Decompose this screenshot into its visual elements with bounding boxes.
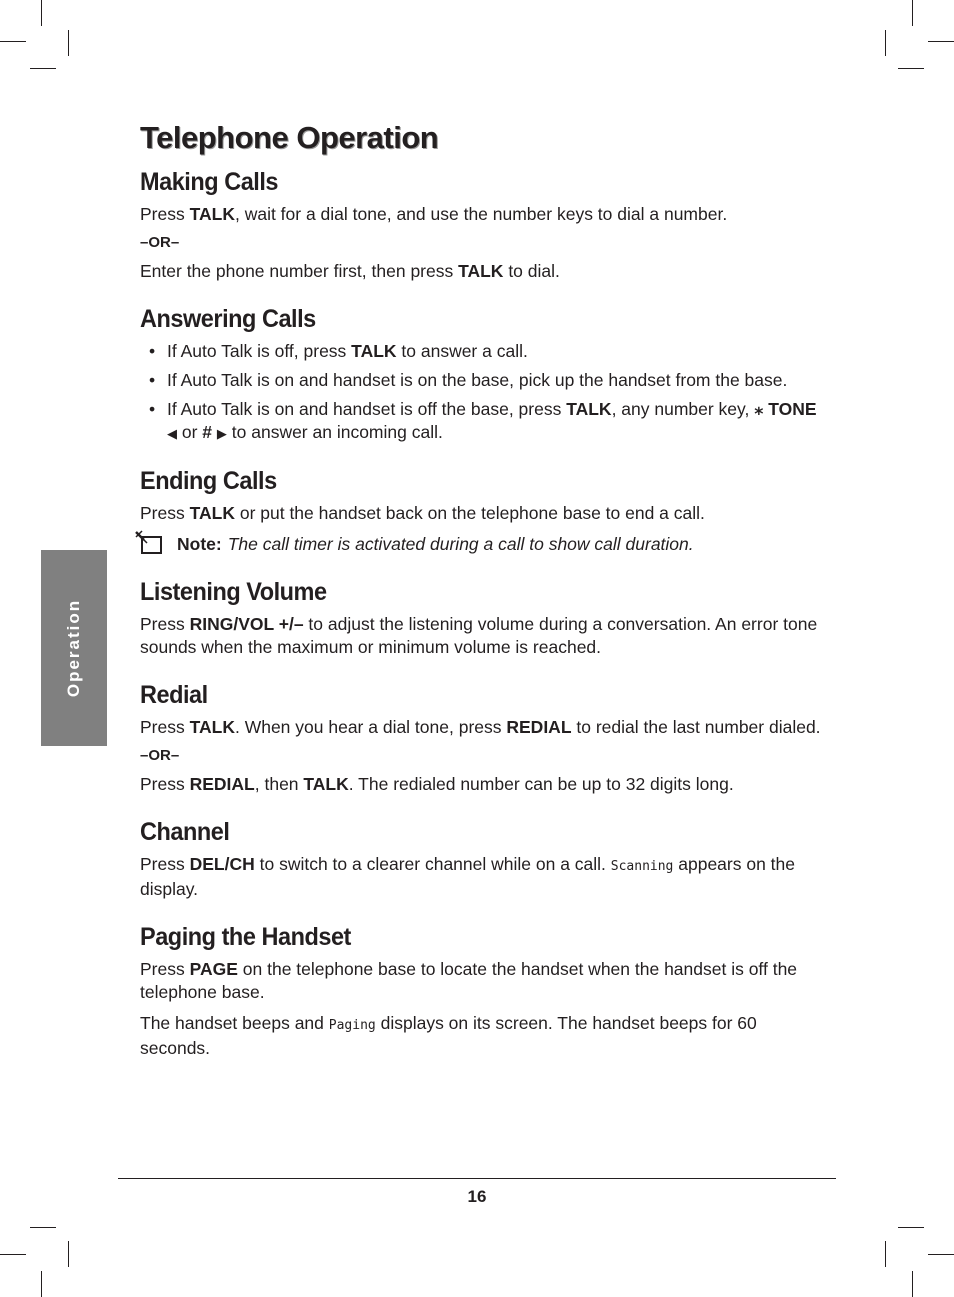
key-label: TALK [189, 717, 235, 737]
section-answering-calls [140, 305, 830, 445]
key-label: DEL/CH [189, 854, 255, 874]
side-tab-label: Operation [64, 598, 83, 698]
note-label: Note: [177, 534, 222, 554]
key-label: REDIAL [506, 717, 572, 737]
display-text: Scanning [610, 859, 674, 874]
or-separator: –OR– [140, 747, 180, 764]
section-paging-handset [140, 923, 830, 1060]
crop-mark [30, 68, 56, 69]
crop-mark [885, 1241, 886, 1267]
paragraph: Press TALK or put the handset back on the telephone base to end a call. [140, 503, 705, 523]
or-separator: –OR– [140, 234, 180, 251]
section-heading: Redial [140, 681, 208, 709]
section-ending-calls [140, 467, 830, 556]
paragraph: Press PAGE on the telephone base to locate the handset when the handset is off the telephone base. [140, 959, 798, 1002]
page-content [140, 120, 830, 1082]
key-label: ⁎ TONE [754, 399, 817, 419]
list-item: • If Auto Talk is off, press TALK to answer a call. [140, 340, 830, 363]
bullet-list [140, 340, 830, 445]
section-channel [140, 818, 830, 901]
crop-mark [41, 1271, 42, 1297]
section-heading: Making Calls [140, 168, 279, 196]
key-label: RING/VOL +/– [189, 614, 304, 634]
paragraph: Press TALK, wait for a dial tone, and use the number keys to dial a number. [140, 204, 728, 224]
crop-mark [928, 41, 954, 42]
page-number: 16 [467, 1187, 487, 1206]
section-heading: Paging the Handset [140, 923, 351, 951]
section-heading: Ending Calls [140, 467, 277, 495]
display-text: Paging [328, 1018, 376, 1033]
crop-mark [898, 1227, 924, 1228]
paragraph: Press TALK. When you hear a dial tone, press REDIAL to redial the last number dialed. [140, 717, 821, 737]
note-text: The call timer is activated during a call to show call duration. [227, 534, 694, 554]
left-arrow-icon: ◀ [167, 426, 177, 441]
crop-mark [912, 0, 913, 26]
list-item: • If Auto Talk is on and handset is on the base, pick up the handset from the base. [140, 369, 830, 392]
key-label: TALK [189, 503, 235, 523]
side-tab [41, 550, 107, 746]
right-arrow-icon: ▶ [216, 426, 227, 441]
crop-mark [912, 1271, 913, 1297]
section-heading: Channel [140, 818, 230, 846]
note [140, 533, 830, 556]
crop-mark [0, 1254, 26, 1255]
crop-mark [885, 30, 886, 56]
crop-mark [41, 0, 42, 26]
section-listening-volume [140, 578, 830, 659]
paragraph: Press REDIAL, then TALK. The redialed number can be up to 32 digits long. [140, 774, 734, 794]
paragraph: Press DEL/CH to switch to a clearer channel while on a call. Scanning appears on the display. [140, 854, 796, 899]
crop-mark [68, 30, 69, 56]
section-making-calls [140, 168, 830, 283]
list-item: • If Auto Talk is on and handset is off the base, press TALK, any number key, ⁎ TONE ◀ or # ▶ to answer an incoming call. [140, 398, 830, 445]
key-label: TALK [189, 204, 235, 224]
key-label: # [202, 422, 213, 442]
key-label: TALK [351, 341, 397, 361]
crop-mark [68, 1241, 69, 1267]
note-pencil-icon [134, 529, 166, 557]
key-label: TALK [303, 774, 349, 794]
key-label: TALK [566, 399, 612, 419]
key-label: PAGE [189, 959, 238, 979]
paragraph: Press RING/VOL +/– to adjust the listening volume during a conversation. An error tone sounds when the maximum or minimum volume is reached. [140, 614, 818, 657]
section-heading: Listening Volume [140, 578, 327, 606]
crop-mark [30, 1227, 56, 1228]
paragraph: The handset beeps and Paging displays on its screen. The handset beeps for 60 seconds. [140, 1013, 757, 1058]
crop-mark [898, 68, 924, 69]
paragraph: Enter the phone number first, then press TALK to dial. [140, 261, 560, 281]
key-label: TALK [458, 261, 504, 281]
key-label: REDIAL [189, 774, 255, 794]
crop-mark [928, 1254, 954, 1255]
footer-rule [118, 1178, 836, 1179]
page-title: Telephone Operation [140, 120, 439, 155]
section-redial [140, 681, 830, 796]
crop-mark [0, 41, 26, 42]
section-heading: Answering Calls [140, 305, 316, 333]
